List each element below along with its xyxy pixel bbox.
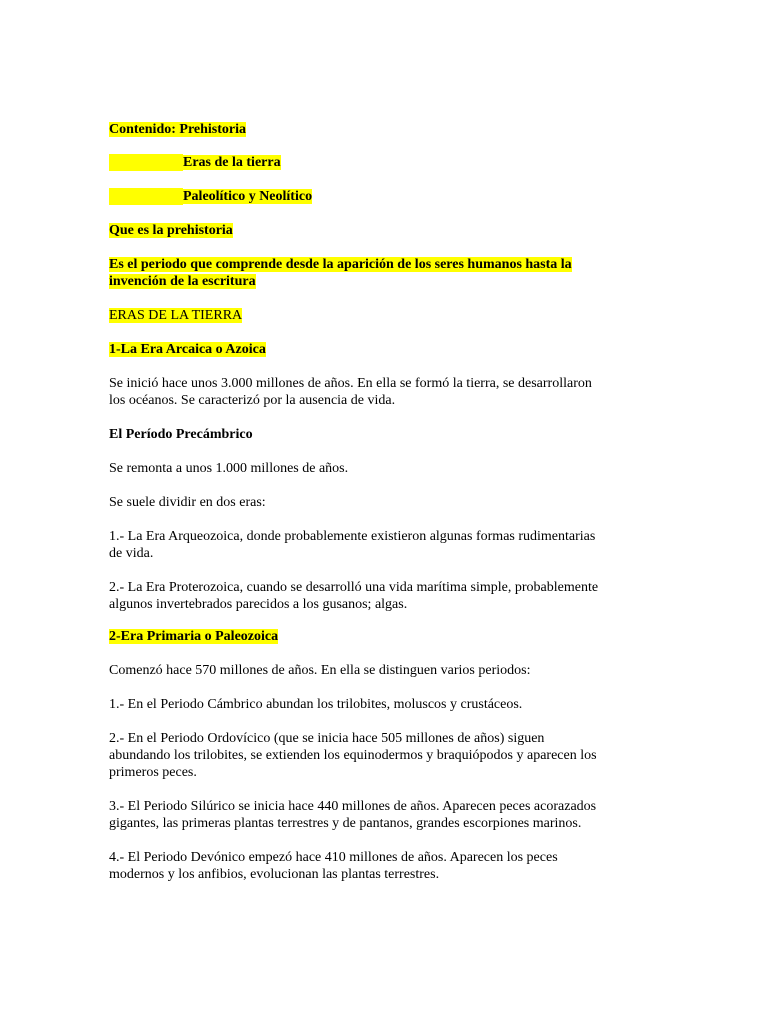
arcaica-title-text: 1-La Era Arcaica o Azoica	[109, 342, 266, 357]
precambrico-item-2	[109, 579, 659, 613]
primaria-item-2-line-3: primeros peces.	[109, 765, 197, 780]
arcaica-line-1: Se inició hace unos 3.000 millones de años. En ella se formó la tierra, se desarrollaron	[109, 376, 592, 391]
primaria-item-2-line-1: 2.- En el Periodo Ordovícico (que se inicia hace 505 millones de años) siguen	[109, 731, 545, 746]
primaria-title-text: 2-Era Primaria o Paleozoica	[109, 629, 279, 644]
que-es-heading	[109, 222, 659, 239]
precambrico-item-1-line-2: de vida.	[109, 546, 154, 561]
definicion-line-1: Es el periodo que comprende desde la aparición de los seres humanos hasta la	[109, 257, 572, 272]
eras-title	[109, 307, 659, 324]
que-es-text: Que es la prehistoria	[109, 223, 233, 238]
primaria-item-4	[109, 849, 659, 883]
arcaica-title	[109, 341, 659, 358]
precambrico-title: El Período Precámbrico	[109, 427, 253, 442]
precambrico-item-2-line-1: 2.- La Era Proterozoica, cuando se desarrolló una vida marítima simple, probablemente	[109, 580, 599, 595]
highlight-indent	[109, 188, 183, 205]
paleo-subheading	[109, 188, 659, 205]
primaria-item-1: 1.- En el Periodo Cámbrico abundan los trilobites, moluscos y crustáceos.	[109, 697, 523, 712]
primaria-intro: Comenzó hace 570 millones de años. En ella se distinguen varios periodos:	[109, 663, 531, 678]
arcaica-line-2: los océanos. Se caracterizó por la ausencia de vida.	[109, 393, 396, 408]
contenido-text: Contenido: Prehistoria	[109, 122, 247, 137]
eras-subheading	[109, 154, 659, 171]
primaria-item-2-line-2: abundando los trilobites, se extienden los equinodermos y braquiópodos y aparecen los	[109, 748, 597, 763]
definicion-paragraph	[109, 256, 659, 290]
primaria-item-2	[109, 730, 659, 781]
precambrico-p1: Se remonta a unos 1.000 millones de años.	[109, 461, 349, 476]
highlight-indent	[109, 154, 183, 171]
primaria-title	[109, 628, 659, 645]
primaria-item-3	[109, 798, 659, 832]
precambrico-item-1-line-1: 1.- La Era Arqueozoica, donde probablemente existieron algunas formas rudimentarias	[109, 529, 596, 544]
primaria-item-4-line-2: modernos y los anfibios, evolucionan las plantas terrestres.	[109, 867, 440, 882]
definicion-line-2: invención de la escritura	[109, 274, 256, 289]
eras-title-text: ERAS DE LA TIERRA	[109, 308, 243, 323]
precambrico-item-1	[109, 528, 659, 562]
precambrico-p2: Se suele dividir en dos eras:	[109, 495, 266, 510]
precambrico-item-2-line-2: algunos invertebrados parecidos a los gusanos; algas.	[109, 597, 408, 612]
arcaica-paragraph	[109, 375, 659, 409]
primaria-item-4-line-1: 4.- El Periodo Devónico empezó hace 410 millones de años. Aparecen los peces	[109, 850, 558, 865]
primaria-item-3-line-2: gigantes, las primeras plantas terrestres y de pantanos, grandes escorpiones marinos.	[109, 816, 582, 831]
contenido-heading	[109, 121, 659, 138]
eras-text: Eras de la tierra	[183, 155, 281, 170]
primaria-item-3-line-1: 3.- El Periodo Silúrico se inicia hace 440 millones de años. Aparecen peces acorazados	[109, 799, 597, 814]
paleo-text: Paleolítico y Neolítico	[183, 189, 313, 204]
